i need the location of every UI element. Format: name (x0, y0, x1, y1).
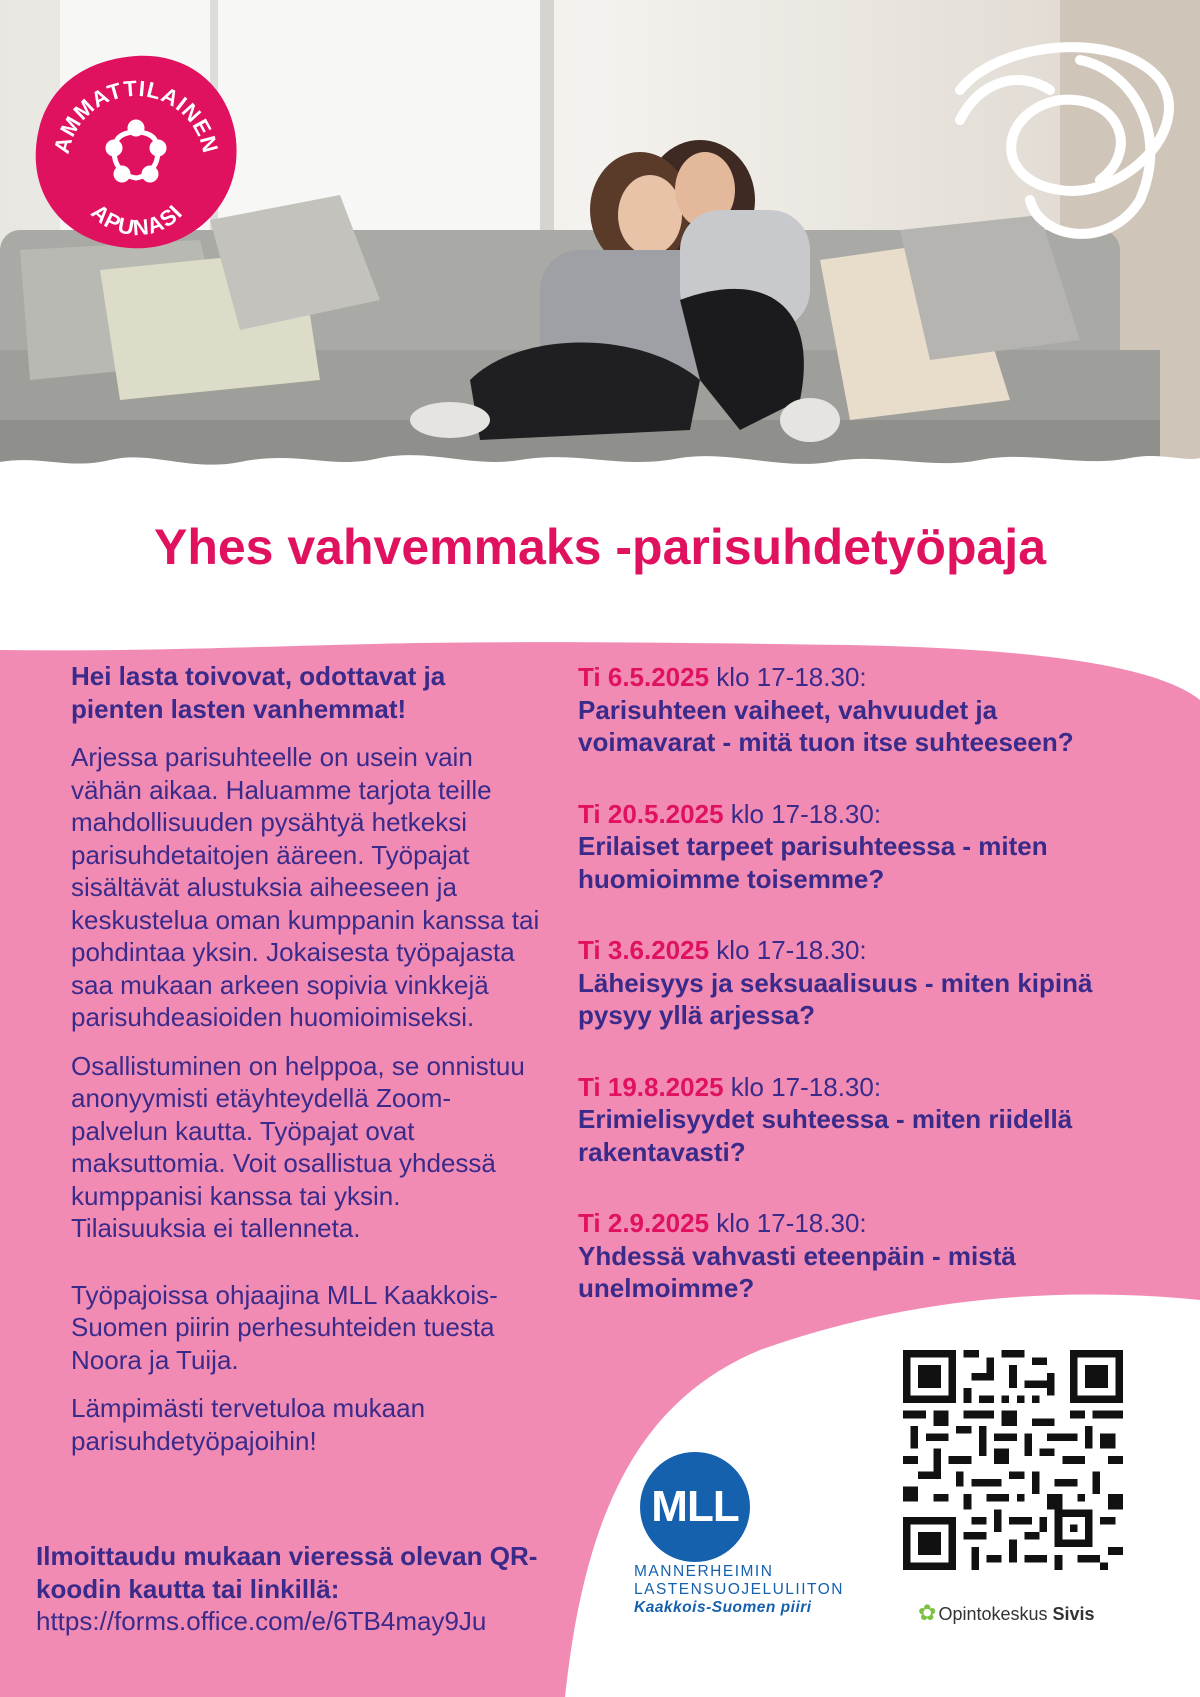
sivis-prefix: Opintokeskus (938, 1604, 1053, 1624)
registration-info (36, 1540, 576, 1638)
qr-code[interactable] (903, 1350, 1123, 1570)
session-date: Ti 19.8.2025 (578, 1071, 724, 1102)
intro-paragraph-3: Työpajoissa ohjaajina MLL Kaakkois-Suomen piirin perhesuhteiden tuesta Noora ja Tuija. (71, 1279, 498, 1375)
session-topic: Läheisyys ja seksuaalisuus - miten kipinä pysyy yllä arjessa? (578, 967, 1093, 1030)
intro-paragraph-4: Lämpimästi tervetuloa mukaan parisuhdetyöpajoihin! (71, 1393, 426, 1456)
intro-heading: Hei lasta toivovat, odottavat ja pienten lasten vanhemmat! (71, 661, 446, 724)
mll-line-1: MANNERHEIMIN (634, 1563, 774, 1580)
session-date: Ti 2.9.2025 (578, 1208, 710, 1238)
flower-icon: ✿ (918, 1600, 937, 1625)
session-date: Ti 6.5.2025 (578, 662, 710, 692)
session-list (578, 661, 1108, 1344)
intro-paragraph-2: Osallistuminen on helppoa, se onnistuu anonyymisti etäyhteydellä Zoom-palvelun kautta. Työpajat ovat maksuttomia. Voit osallistua yhdessä kumppanisi kanssa tai yksin. Tilaisuuksia ei tallenneta. (71, 1050, 525, 1243)
session-topic: Parisuhteen vaiheet, vahvuudet ja voimavarat - mitä tuon itse suhteeseen? (578, 694, 1074, 757)
session-date: Ti 20.5.2025 (578, 798, 724, 829)
registration-text: Ilmoittaudu mukaan vieressä olevan QR-koodin kautta tai linkillä: (36, 1541, 538, 1604)
session-time: klo 17-18.30: (723, 1071, 882, 1102)
badge-top-text: AMMATTILAINEN (48, 75, 224, 157)
session-item (578, 934, 1108, 1032)
session-item (578, 1207, 1108, 1305)
badge-bottom-text: APUNASI (86, 198, 188, 241)
mll-line-2: LASTENSUOJELULIITON (634, 1581, 844, 1598)
session-date: Ti 3.6.2025 (578, 935, 710, 965)
intro-paragraph-1: Arjessa parisuhteelle on usein vain vähän aikaa. Haluamme tarjota teille mahdollisuuden pysähtyä hetkeksi parisuhdetaitojen ääreen. Työpajat sisältävät alustuksia aiheeseen ja keskustelua oman kumppanin kanssa tai pohdintaa yksin. Jokaisesta työpajasta saa mukaan arkeen sopivia vinkkejä parisuhdeasioiden huomioimiseksi. (71, 742, 540, 1032)
session-item (578, 798, 1108, 896)
session-time: klo 17-18.30: (723, 798, 882, 829)
session-topic: Erilaiset tarpeet parisuhteessa - miten huomioimme toisemme? (578, 831, 1048, 894)
session-topic: Yhdessä vahvasti eteenpäin - mistä unelmoimme? (578, 1240, 1016, 1303)
mll-logo: MLL (640, 1452, 750, 1562)
session-topic: Erimielisyydet suhteessa - miten riidellä rakentavasti? (578, 1104, 1073, 1167)
page-title: Yhes vahvemmaks -parisuhdetyöpaja (153, 519, 1047, 575)
sivis-name: Sivis (1052, 1604, 1095, 1624)
session-time: klo 17-18.30: (709, 935, 867, 965)
session-item (578, 1071, 1108, 1169)
session-time: klo 17-18.30: (709, 662, 867, 692)
session-time: klo 17-18.30: (709, 1208, 867, 1238)
sivis-logo (918, 1600, 1095, 1626)
intro-column (71, 660, 541, 1473)
mll-region: Kaakkois-Suomen piiri (634, 1599, 812, 1616)
registration-link[interactable]: https://forms.office.com/e/6TB4may9Ju (36, 1606, 487, 1636)
mll-organization (634, 1563, 844, 1617)
session-item (578, 661, 1108, 759)
